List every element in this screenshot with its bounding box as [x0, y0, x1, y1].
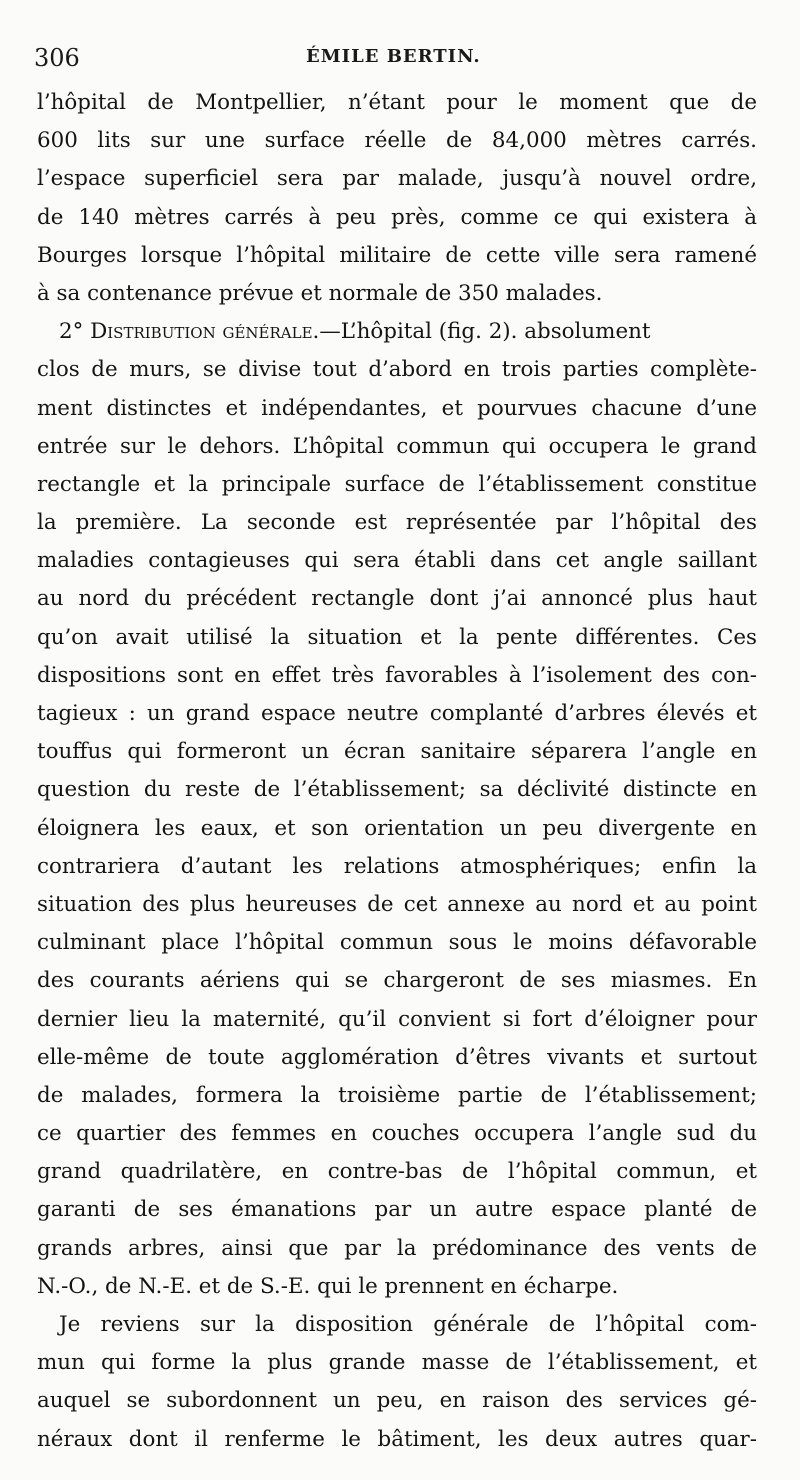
- text-line: de malades, formera la troisième partie de l’établissement;: [37, 1082, 757, 1108]
- text-line: de 140 mètres carrés à peu près, comme ce qui existera à: [37, 204, 757, 230]
- text-line: clos de murs, se divise tout d’abord en trois parties complète-: [37, 357, 757, 383]
- text-line: question du reste de l’établissement; sa déclivité distincte en: [37, 777, 757, 803]
- text-line: auquel se subordonnent un peu, en raison des services gé-: [37, 1388, 757, 1414]
- text-line: éloignera les eaux, et son orientation un peu divergente en: [37, 815, 757, 841]
- text-line: contrariera d’autant les relations atmosphériques; enfin la: [37, 853, 757, 879]
- text-line: grands arbres, ainsi que par la prédominance des vents de: [37, 1235, 757, 1261]
- text-line: entrée sur le dehors. L’hôpital commun qui occupera le grand: [37, 433, 757, 459]
- text-line: situation des plus heureuses de cet annexe au nord et au point: [37, 891, 757, 917]
- text-line: elle-même de toute agglomération d’êtres vivants et surtout: [37, 1044, 757, 1070]
- text-line: Bourges lorsque l’hôpital militaire de cette ville sera ramené: [37, 242, 757, 268]
- text-line: ment distinctes et indépendantes, et pourvues chacune d’une: [37, 395, 757, 421]
- text-line: culminant place l’hôpital commun sous le moins défavorable: [37, 930, 757, 956]
- section-heading: 2° Distribution générale.: [59, 319, 320, 345]
- text-line: garanti de ses émanations par un autre espace planté de: [37, 1197, 757, 1223]
- text-line: rectangle et la principale surface de l’établissement constitue: [37, 471, 757, 497]
- text-line: néraux dont il renferme le bâtiment, les deux autres quar-: [37, 1426, 757, 1452]
- text-line: dispositions sont en effet très favorables à l’isolement des con-: [37, 662, 757, 688]
- page-number: 306: [34, 44, 80, 72]
- text-line: à sa contenance prévue et normale de 350 malades.: [37, 280, 603, 306]
- text-line: dernier lieu la maternité, qu’il convient si fort d’éloigner pour: [37, 1006, 757, 1032]
- text-line: N.-O., de N.-E. et de S.-E. qui le prennent en écharpe.: [37, 1273, 619, 1299]
- text-line: la première. La seconde est représentée par l’hôpital des: [37, 510, 757, 536]
- page-header: [34, 40, 764, 80]
- text-line: ce quartier des femmes en couches occupera l’angle sud du: [37, 1121, 757, 1147]
- text-line: touffus qui formeront un écran sanitaire séparera l’angle en: [37, 739, 757, 765]
- text-line: l’espace superficiel sera par malade, jusqu’à nouvel ordre,: [37, 166, 757, 192]
- text-line: tagieux : un grand espace neutre complanté d’arbres élevés et: [37, 701, 757, 726]
- text-line: maladies contagieuses qui sera établi dans cet angle saillant: [37, 548, 757, 574]
- text-line: grand quadrilatère, en contre-bas de l’hôpital commun, et: [37, 1159, 757, 1185]
- text-line: au nord du précédent rectangle dont j’ai annoncé plus haut: [37, 586, 757, 612]
- text-line-rest: —L’hôpital (fig. 2). absolument: [319, 319, 651, 345]
- text-line: mun qui forme la plus grande masse de l’établissement, et: [37, 1350, 757, 1376]
- text-line: [37, 313, 757, 351]
- text-line: qu’on avait utilisé la situation et la pente différentes. Ces: [37, 624, 757, 650]
- body-text: [37, 84, 757, 1459]
- running-title: ÉMILE BERTIN.: [306, 46, 481, 67]
- text-line: des courants aériens qui se chargeront de ses miasmes. En: [37, 968, 757, 994]
- text-line: Je reviens sur la disposition générale de l’hôpital com-: [59, 1312, 757, 1337]
- text-line: 600 lits sur une surface réelle de 84,000 mètres carrés.: [37, 128, 757, 154]
- text-line: l’hôpital de Montpellier, n’étant pour le moment que de: [37, 90, 757, 115]
